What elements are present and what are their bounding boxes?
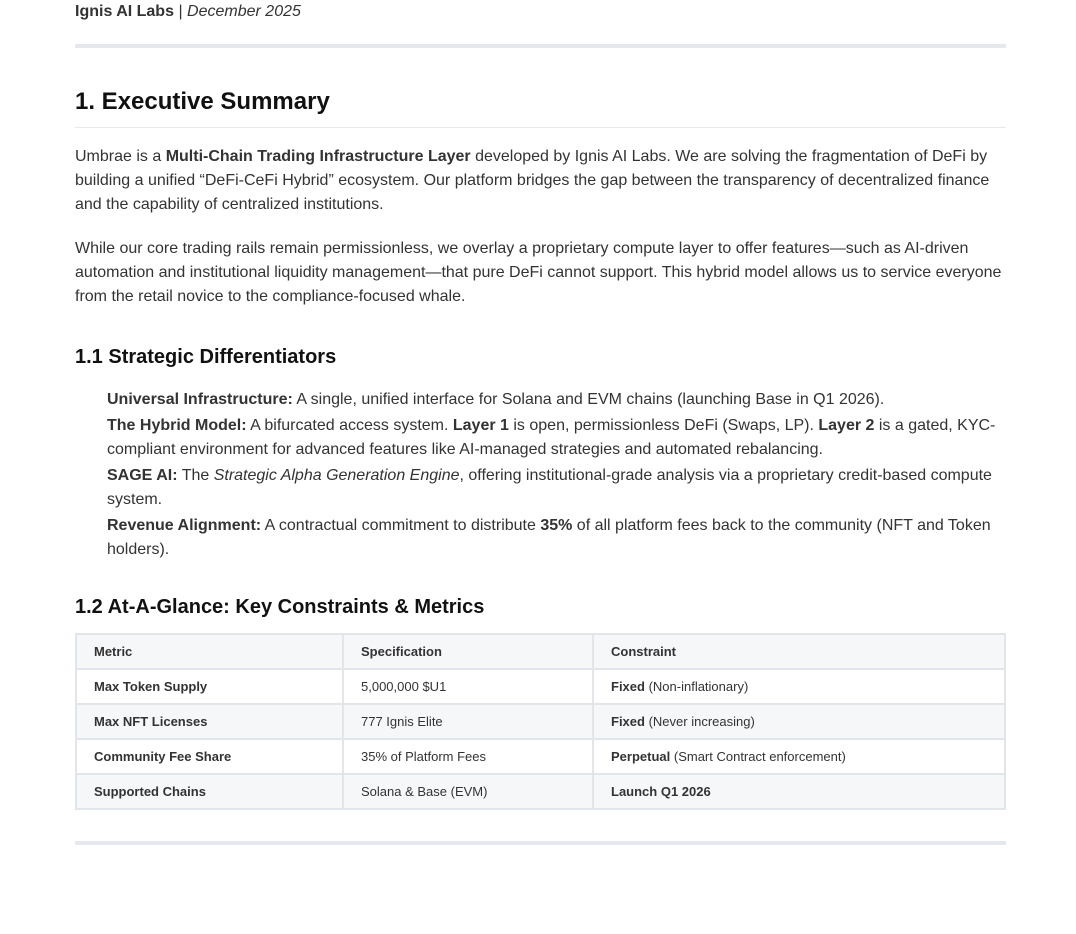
executive-summary-heading: 1. Executive Summary bbox=[75, 87, 1006, 128]
byline bbox=[75, 2, 1006, 22]
differentiators-list bbox=[75, 388, 1006, 562]
specification-cell: 5,000,000 $U1 bbox=[343, 669, 593, 704]
metrics-table bbox=[75, 633, 1006, 810]
specification-cell: 35% of Platform Fees bbox=[343, 739, 593, 774]
organization-name: Ignis AI Labs bbox=[75, 3, 174, 20]
table-row bbox=[76, 669, 1005, 704]
metric-cell: Max NFT Licenses bbox=[76, 704, 343, 739]
table-row bbox=[76, 704, 1005, 739]
list-item bbox=[107, 464, 1006, 512]
item-emphasis: 35% bbox=[540, 517, 573, 534]
item-text: is open, permissionless DeFi (Swaps, LP). bbox=[508, 417, 819, 434]
byline-separator: | bbox=[178, 3, 183, 20]
list-item bbox=[107, 388, 1006, 412]
list-item bbox=[107, 414, 1006, 462]
table-row bbox=[76, 774, 1005, 809]
publication-date: December 2025 bbox=[187, 3, 301, 20]
item-label: The Hybrid Model: bbox=[107, 417, 247, 434]
item-text: is a gated, KYC-compliant environment for advanced features like AI-managed strategies and automated rebalancing. bbox=[107, 417, 996, 458]
constraint-detail: (Never increasing) bbox=[644, 714, 755, 729]
constraint-emphasis: Fixed bbox=[611, 679, 645, 694]
column-header-specification: Specification bbox=[343, 634, 593, 669]
summary-p1-emphasis: Multi-Chain Trading Infrastructure Layer bbox=[165, 148, 471, 165]
summary-p1-intro: Umbrae is a bbox=[75, 148, 166, 165]
constraint-emphasis: Fixed bbox=[611, 714, 645, 729]
metric-cell: Max Token Supply bbox=[76, 669, 343, 704]
table-row bbox=[76, 739, 1005, 774]
column-header-metric: Metric bbox=[76, 634, 343, 669]
item-text: A single, unified interface for Solana and EVM chains (launching Base in Q1 2026). bbox=[292, 391, 885, 408]
constraint-cell bbox=[593, 739, 1005, 774]
summary-paragraph-2: While our core trading rails remain permissionless, we overlay a proprietary compute layer to offer features—such as AI-driven automation and institutional liquidity management—that pure DeFi cannot support. This hybrid model allows us to service everyone from the retail novice to the compliance-focused whale. bbox=[75, 240, 1002, 305]
item-text: of all platform fees back to the community (NFT and Token holders). bbox=[107, 517, 991, 558]
constraint-detail: (Non-inflationary) bbox=[644, 679, 749, 694]
constraint-cell bbox=[593, 669, 1005, 704]
constraint-emphasis: Perpetual bbox=[611, 749, 671, 764]
metrics-heading: 1.2 At-A-Glance: Key Constraints & Metrics bbox=[75, 596, 485, 618]
summary-p1-body: developed by Ignis AI Labs. We are solving the fragmentation of DeFi by building a unified “DeFi-CeFi Hybrid” ecosystem. Our platform bridges the gap between the transparency of decentralized finance and the capability of centralized institutions. bbox=[75, 148, 990, 213]
specification-cell: 777 Ignis Elite bbox=[343, 704, 593, 739]
item-label: Revenue Alignment: bbox=[107, 517, 262, 534]
metric-cell: Supported Chains bbox=[76, 774, 343, 809]
item-label: Universal Infrastructure: bbox=[107, 391, 293, 408]
item-label: SAGE AI: bbox=[107, 467, 178, 484]
constraint-emphasis: Launch Q1 2026 bbox=[611, 784, 711, 799]
item-text: , offering institutional-grade analysis via a proprietary credit-based compute system. bbox=[107, 467, 992, 508]
section-divider bbox=[75, 44, 1006, 48]
item-text: A bifurcated access system. bbox=[246, 417, 453, 434]
specification-cell: Solana & Base (EVM) bbox=[343, 774, 593, 809]
list-item bbox=[107, 514, 1006, 562]
item-emphasis: Layer 2 bbox=[818, 417, 875, 434]
item-text: A contractual commitment to distribute bbox=[261, 517, 541, 534]
item-text: The bbox=[177, 467, 214, 484]
constraint-cell bbox=[593, 774, 1005, 809]
item-italic: Strategic Alpha Generation Engine bbox=[213, 467, 460, 484]
item-emphasis: Layer 1 bbox=[452, 417, 509, 434]
metric-cell: Community Fee Share bbox=[76, 739, 343, 774]
table-header-row bbox=[76, 634, 1005, 669]
constraint-detail: (Smart Contract enforcement) bbox=[670, 749, 846, 764]
section-divider bbox=[75, 841, 1006, 845]
differentiators-heading: 1.1 Strategic Differentiators bbox=[75, 346, 337, 368]
column-header-constraint: Constraint bbox=[593, 634, 1005, 669]
summary-paragraph-1 bbox=[75, 145, 1006, 217]
document-page bbox=[75, 2, 1006, 845]
constraint-cell bbox=[593, 704, 1005, 739]
